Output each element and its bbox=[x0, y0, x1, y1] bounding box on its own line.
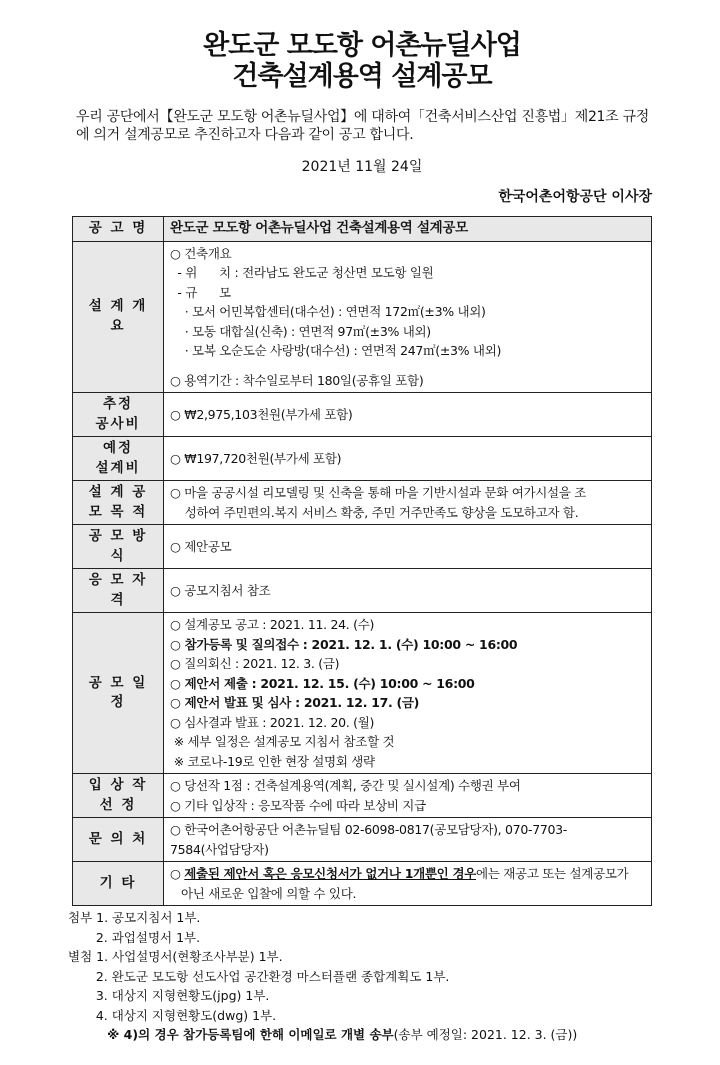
intro-paragraph: 우리 공단에서【완도군 모도항 어촌뉴딜사업】에 대하여「건축서비스산업 진흥법」제21조 규정에 의거 설계공모로 추진하고자 다음과 같이 공고 합니다. bbox=[76, 109, 649, 143]
title-line-2: 건축설계용역 설계공모 bbox=[232, 61, 492, 92]
row-content bbox=[164, 217, 652, 242]
content-line bbox=[170, 371, 645, 391]
row-label: 설 계 공 모 목 적 bbox=[73, 481, 164, 525]
announcement-table bbox=[72, 216, 652, 906]
table-row bbox=[73, 241, 652, 393]
row-content bbox=[164, 241, 652, 393]
content-line bbox=[170, 635, 645, 655]
content-line bbox=[170, 796, 645, 816]
line-text: 성하여 주민편의.복지 서비스 확충, 주민 거주만족도 향상을 도모하고자 함. bbox=[170, 504, 579, 520]
row-label: 응 모 자 격 bbox=[73, 569, 164, 613]
content-line bbox=[170, 820, 645, 859]
attachment-item bbox=[68, 947, 652, 967]
row-content bbox=[164, 818, 652, 862]
line-text: ○ 용역기간 : 착수일로부터 180일(공휴일 포함) bbox=[170, 372, 424, 388]
row-label: 공 모 일 정 bbox=[73, 613, 164, 774]
line-text: - 위 치 : 전라남도 완도군 청산면 모도항 일원 bbox=[170, 265, 434, 280]
line-text: ○ 기타 입상작 : 응모작품 수에 따라 보상비 지급 bbox=[170, 797, 426, 813]
content-line bbox=[170, 483, 645, 503]
content-line bbox=[170, 322, 645, 342]
row-label: 추정 공사비 bbox=[73, 393, 164, 437]
content-line bbox=[170, 674, 645, 694]
line-text: ○ 질의회신 : 2021. 12. 3. (금) bbox=[170, 656, 340, 671]
line-text: 완도군 모도항 어촌뉴딜사업 건축설계용역 설계공모 bbox=[170, 220, 468, 236]
row-label: 설 계 개 요 bbox=[73, 241, 164, 393]
line-text: ○ 공모지침서 참조 bbox=[170, 582, 271, 598]
row-content bbox=[164, 774, 652, 818]
row-content bbox=[164, 437, 652, 481]
table-row bbox=[73, 217, 652, 242]
row-label: 입 상 작 선 정 bbox=[73, 774, 164, 818]
content-line bbox=[170, 581, 645, 601]
announcement-date: 2021년 11월 24일 bbox=[301, 159, 423, 175]
content-line bbox=[170, 302, 645, 322]
attachment-item bbox=[68, 1025, 652, 1045]
content-line bbox=[170, 884, 645, 904]
line-text: · 모동 대합실(신축) : 연면적 97㎡(±3% 내외) bbox=[170, 323, 431, 339]
line-text: ○ 마을 공공시설 리모델링 및 신축을 통해 마을 기반시설과 문화 여가시설을 조 bbox=[170, 485, 587, 500]
attachment-note: (송부 예정일: 2021. 12. 3. (금)) bbox=[393, 1027, 578, 1042]
attachment-text: 첨부 1. 공모지침서 1부. bbox=[68, 910, 201, 925]
attachment-item bbox=[68, 967, 652, 987]
attachment-text: 2. 완도군 모도항 선도사업 공간환경 마스터플랜 종합계획도 1부. bbox=[68, 968, 450, 984]
content-line bbox=[170, 219, 645, 239]
line-text: ○ 제안서 제출 : 2021. 12. 15. (수) 10:00 ~ 16:00 bbox=[170, 675, 475, 691]
line-text: ○ 설계공모 공고 : 2021. 11. 24. (수) bbox=[170, 617, 375, 632]
row-content bbox=[164, 393, 652, 437]
line-text: ○ 당선작 1점 : 건축설계용역(계획, 중간 및 실시설계) 수행권 부여 bbox=[170, 778, 521, 793]
attachment-item bbox=[68, 908, 652, 928]
title-line-1: 완도군 모도항 어촌뉴딜사업 bbox=[203, 30, 521, 61]
line-text: ○ 건축개요 bbox=[170, 245, 232, 261]
content-line bbox=[170, 283, 645, 303]
content-line bbox=[170, 341, 645, 361]
line-rest: 에는 재공고 또는 설계공모가 bbox=[476, 866, 629, 881]
content-line bbox=[170, 244, 645, 264]
row-content bbox=[164, 525, 652, 569]
row-label: 기 타 bbox=[73, 862, 164, 906]
row-content bbox=[164, 481, 652, 525]
line-text: ○ 심사결과 발표 : 2021. 12. 20. (월) bbox=[170, 714, 375, 730]
issuer: 한국어촌어항공단 이사장 bbox=[498, 189, 652, 205]
content-line bbox=[170, 263, 645, 283]
table-row bbox=[73, 525, 652, 569]
attachment-text: 3. 대상지 지형현황도(jpg) 1부. bbox=[68, 988, 270, 1003]
line-text: ○ ₩2,975,103천원(부가세 포함) bbox=[170, 406, 353, 422]
row-label: 예정 설계비 bbox=[73, 437, 164, 481]
content-line bbox=[170, 752, 645, 772]
line-text: ○ ₩197,720천원(부가세 포함) bbox=[170, 450, 342, 466]
attachment-text: 2. 과업설명서 1부. bbox=[68, 929, 201, 945]
table-row bbox=[73, 393, 652, 437]
line-text: ○ 제안공모 bbox=[170, 538, 232, 554]
table-row bbox=[73, 437, 652, 481]
attachment-text: 별첨 1. 사업설명서(현황조사부분) 1부. bbox=[68, 949, 283, 964]
line-text: ○ 참가등록 및 질의접수 : 2021. 12. 1. (수) 10:00 ~ 16:00 bbox=[170, 636, 518, 652]
table-row bbox=[73, 613, 652, 774]
attachment-item bbox=[68, 1006, 652, 1026]
line-text: 아닌 새로운 입찰에 의할 수 있다. bbox=[170, 885, 357, 901]
row-label: 공 모 방 식 bbox=[73, 525, 164, 569]
attachment-item bbox=[68, 986, 652, 1006]
attachments-list bbox=[68, 908, 652, 1045]
attachment-text: ※ 4)의 경우 참가등록팀에 한해 이메일로 개별 송부 bbox=[68, 1027, 394, 1042]
page-title bbox=[72, 30, 652, 92]
content-line bbox=[170, 864, 645, 884]
line-text: ※ 세부 일정은 설계공모 지침서 참조할 것 bbox=[170, 734, 395, 749]
line-text: · 모서 어민복합센터(대수선) : 연면적 172㎡(±3% 내외) bbox=[170, 304, 486, 319]
spacer bbox=[170, 361, 645, 371]
content-line bbox=[170, 537, 645, 557]
line-text: ※ 코로나-19로 인한 현장 설명회 생략 bbox=[170, 753, 375, 769]
content-line bbox=[170, 449, 645, 469]
row-content bbox=[164, 862, 652, 906]
line-text: · 모복 오순도순 사랑방(대수선) : 연면적 247㎡(±3% 내외) bbox=[170, 343, 502, 358]
attachment-item bbox=[68, 928, 652, 948]
content-line bbox=[170, 713, 645, 733]
emphasized-text: 제출된 제안서 혹은 응모신청서가 없거나 1개뿐인 경우 bbox=[184, 866, 477, 881]
line-text: ○ bbox=[170, 866, 185, 881]
content-line bbox=[170, 693, 645, 713]
content-line bbox=[170, 405, 645, 425]
line-text: ○ 한국어촌어항공단 어촌뉴딜팀 02-6098-0817(공모담당자), 070-7703-7584(사업담당자) bbox=[170, 822, 568, 857]
row-label: 문 의 처 bbox=[73, 818, 164, 862]
line-text: - 규 모 bbox=[170, 284, 231, 300]
attachment-text: 4. 대상지 지형현황도(dwg) 1부. bbox=[68, 1007, 277, 1023]
row-content bbox=[164, 613, 652, 774]
line-text: ○ 제안서 발표 및 심사 : 2021. 12. 17. (금) bbox=[170, 695, 420, 710]
table-row bbox=[73, 818, 652, 862]
table-row bbox=[73, 569, 652, 613]
content-line bbox=[170, 503, 645, 523]
row-label: 공 고 명 bbox=[73, 217, 164, 242]
table-row bbox=[73, 481, 652, 525]
table-row bbox=[73, 862, 652, 906]
table-row bbox=[73, 774, 652, 818]
row-content bbox=[164, 569, 652, 613]
content-line bbox=[170, 615, 645, 635]
content-line bbox=[170, 732, 645, 752]
content-line bbox=[170, 776, 645, 796]
content-line bbox=[170, 654, 645, 674]
